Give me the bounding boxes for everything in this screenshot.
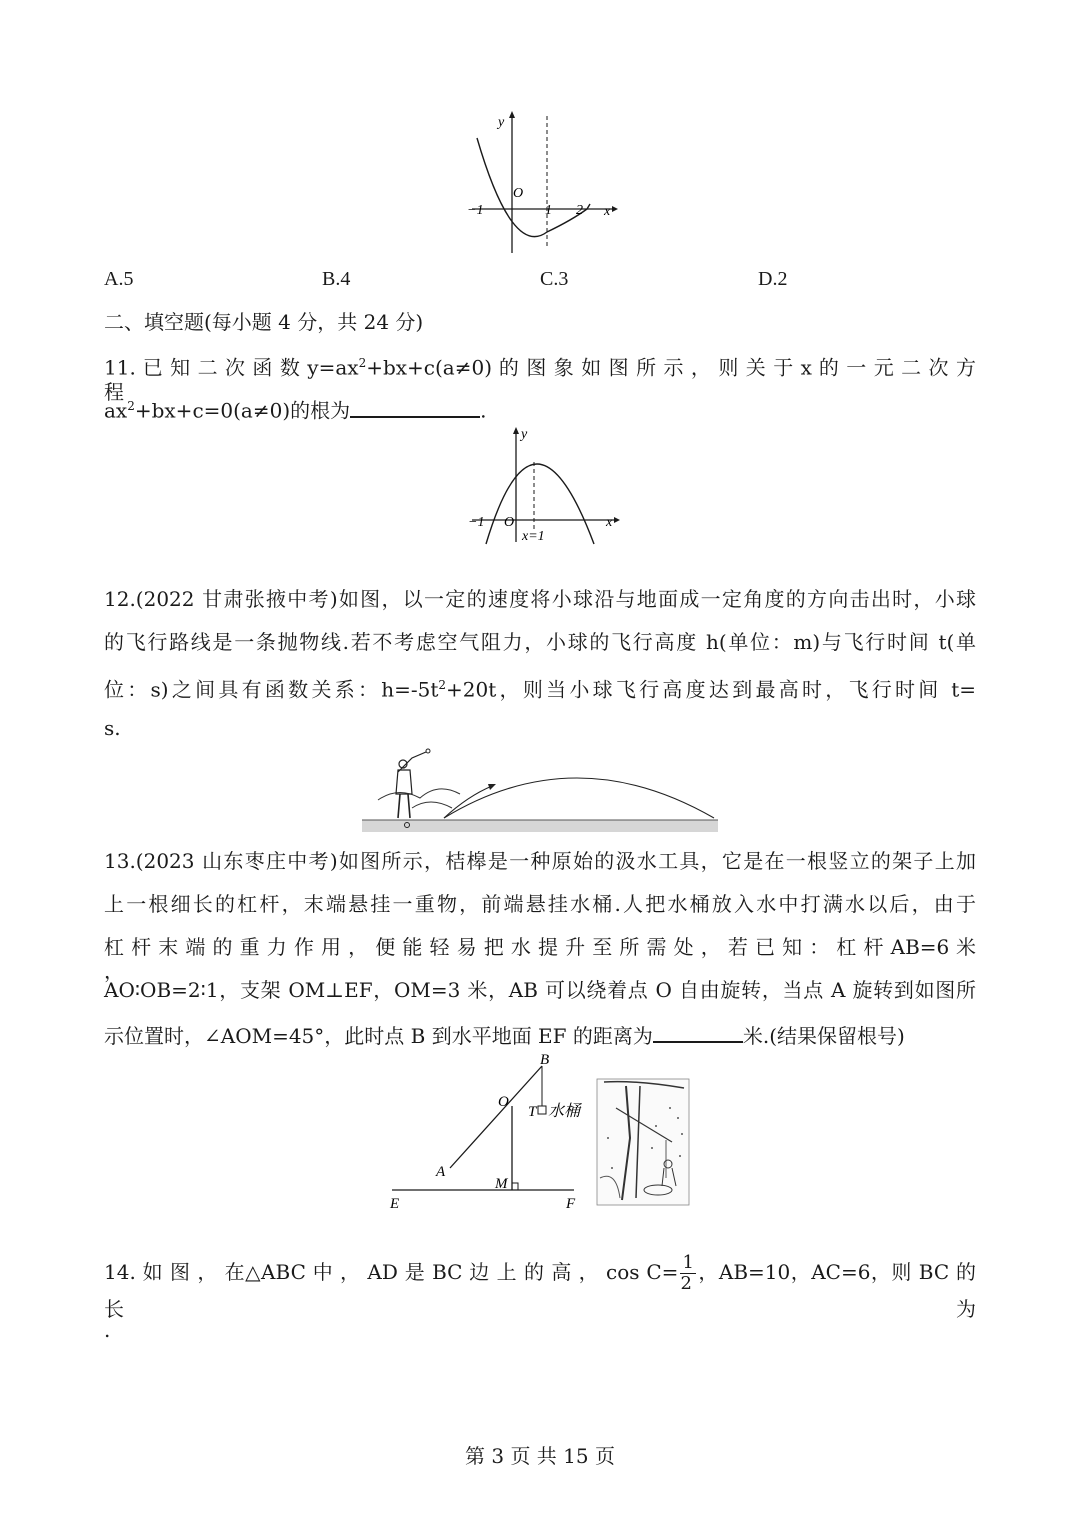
q10-option-c: C.3 [540, 268, 569, 290]
q13-line3: 杠 杆 末 端 的 重 力 作 用 ， 便 能 轻 易 把 水 提 升 至 所 需 处 ， 若 已 知 ： 杠 杆 AB=6 米 ， [104, 935, 976, 983]
q11-axis-label: x=1 [522, 529, 545, 544]
q11-answer-blank [350, 396, 480, 418]
q11-origin-label: O [504, 515, 515, 530]
q12-line3: 位：s)之间具有函数关系：$h=-5t^2+20t$，则当小球飞行高度达到最高时，飞行时间 t= [104, 677, 976, 702]
q13-label-e: E [390, 1196, 400, 1212]
q13-label-a: A [436, 1164, 446, 1180]
q10-neg1-label: −1 [467, 203, 484, 218]
q11-line1: 11. 已 知 二 次 函 数 $y=ax^2+bx+c(a\ne 0)$ 的 图 象 如 图 所 示 ， 则 关 于 x 的 一 元 二 次 方 程 [104, 355, 976, 404]
q11-graph [466, 424, 626, 548]
section-heading: 二、填空题(每小题 4 分，共 24 分) [104, 310, 424, 334]
q13-label-f: F [566, 1196, 576, 1212]
q13-label-bucket: 水桶 [548, 1103, 581, 1120]
q10-two-label: 2 [576, 203, 583, 218]
q10-one-label: 1 [545, 203, 552, 218]
q12-line4: s. [104, 716, 121, 740]
q14-fraction: $\frac{1}{2}$ [680, 1252, 694, 1294]
q10-option-b: B.4 [322, 268, 351, 290]
q13-label-o: O [498, 1094, 509, 1110]
q11-x-label: x [606, 515, 613, 530]
q11-line2: $ax^2+bx+c=0(a\ne 0)$的根为 . [104, 394, 487, 423]
q13-line4: AO∶OB=2∶1，支架 OM⊥EF，OM=3 米，AB 可以绕着点 O 自由旋转，当点 A 旋转到如图所 [104, 978, 976, 1002]
q12-line1: 12.(2022 甘肃张掖中考)如图，以一定的速度将小球沿与地面成一定角度的方向击出时，小球 [104, 587, 976, 611]
q12-line2: 的飞行路线是一条抛物线.若不考虑空气阻力，小球的飞行高度 h(单位：m)与飞行时间 t(单 [104, 630, 976, 654]
q12-golf-figure [360, 748, 720, 834]
q14-line2: . [104, 1318, 111, 1342]
q10-x-label: x [604, 204, 611, 219]
q10-graph [462, 108, 622, 258]
q10-option-d: D.2 [758, 268, 788, 290]
q13-line2: 上一根细长的杠杆，末端悬挂一重物，前端悬挂水桶.人把水桶放入水中打满水以后，由于 [104, 892, 976, 916]
q13-label-b: B [540, 1052, 550, 1068]
q11-neg1-label: −1 [468, 515, 485, 530]
q13-lever-figure [384, 1052, 584, 1212]
q10-origin-label: O [513, 186, 524, 201]
q14-line1: 14. 如 图 ， 在△ABC 中 ， AD 是 BC 边 上 的 高 ， cos C= $\frac{1}{2}$ ，AB=10，AC=6，则 BC 的长为 [104, 1252, 976, 1321]
q13-line1: 13.(2023 山东枣庄中考)如图所示，桔槔是一种原始的汲水工具，它是在一根竖立的架子上加 [104, 849, 976, 873]
q13-answer-blank [653, 1021, 743, 1043]
q10-option-a: A.5 [104, 268, 134, 290]
q10-y-label: y [498, 115, 505, 130]
q13-illustration [596, 1078, 690, 1206]
q11-y-label: y [521, 427, 528, 442]
q13-label-m: M [495, 1176, 508, 1192]
q13-label-t: T [528, 1104, 537, 1120]
page-footer: 第 3 页 共 15 页 [465, 1444, 615, 1468]
q13-line5: 示位置时，∠AOM=45°，此时点 B 到水平地面 EF 的距离为 米.(结果保留根号) [104, 1021, 905, 1048]
